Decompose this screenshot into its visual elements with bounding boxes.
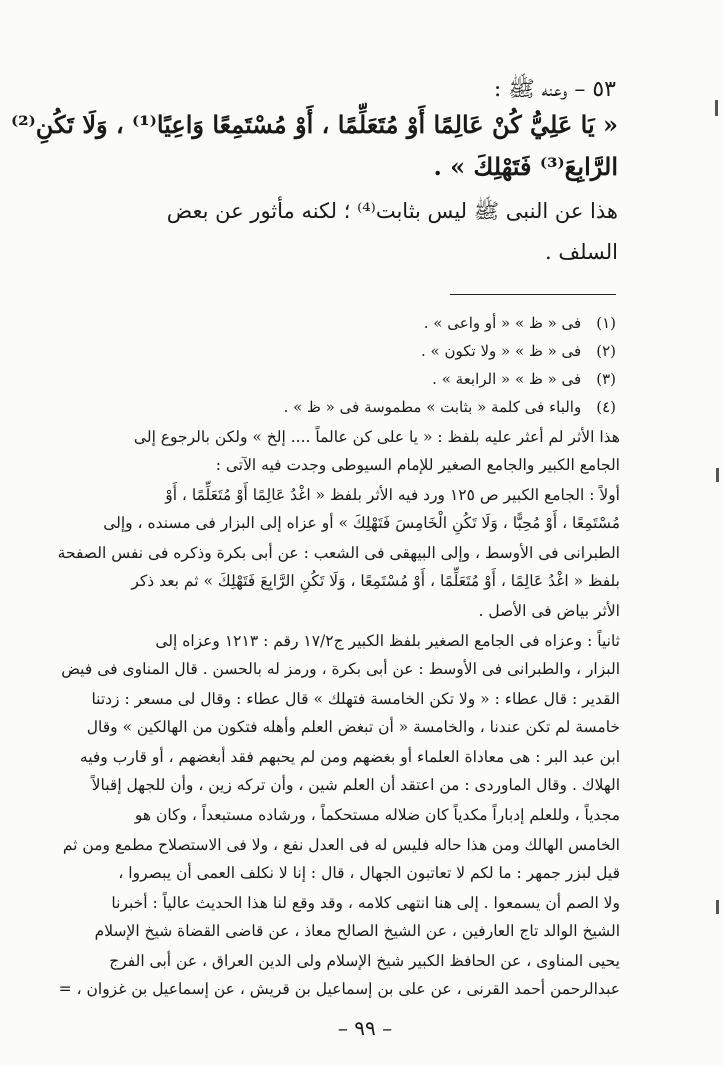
footnote-text: والباء فى كلمة « بثابت » مطموسة فى « ظ » . (283, 398, 582, 416)
footnote-1 (424, 314, 616, 332)
note-line: الخامس الهالك ومن هذا حاله فليس له فى العدل نفع ، ولا فى الاستصلاح مطمع ومن ثم (62, 836, 620, 854)
note-line: الشيخ الوالد تاج العارفين ، عن الشيخ الصالح معاذ ، عن قاضى القضاة شيخ الإسلام (94, 922, 620, 940)
footnote-separator (450, 294, 616, 295)
scan-artifact (715, 100, 718, 116)
footnote-number: (٣) (596, 370, 616, 388)
hadith-text-line-2: الرَّابِعَ⁽³⁾ فَتَهْلِكَ » . (433, 152, 618, 181)
note-line: قيل لبزر جمهر : ما لكم لا تعاتبون الجهال ، قال : إنا لا نكلف العمى أن يبصروا ، (118, 864, 620, 882)
note-line: بلفظ « اغْدُ عَالِمًا ، أَوْ مُتَعَلِّمًا ، أَوْ مُسْتَمِعًا ، وَلَا تَكُنِ الرَّابِعَ فَتَهْلِكَ » ثم بعد ذكر (131, 572, 620, 590)
hadith-text-line-1: « يَا عَلِيُّ كُنْ عَالِمًا أَوْ مُتَعَلِّمًا ، أَوْ مُسْتَمِعًا وَاعِيًا⁽¹⁾ ، وَلَا تَكُنِ⁽²⁾ (10, 110, 618, 139)
note-line: عبدالرحمن أحمد القرنى ، عن على بن إسماعيل بن قريش ، عن إسماعيل بن غزوان ، = (58, 980, 620, 998)
footnote-number: (٢) (596, 342, 616, 360)
hadith-intro: وعنه ﷺ : (493, 77, 568, 102)
note-line: القدير : قال عطاء : « ولا تكن الخامسة فتهلك » قال عطاء : وقال لى مسعر : زدتنا (91, 690, 620, 708)
footnote-text: فى « ظ » « أو واعى » . (423, 314, 582, 332)
footnote-number: (١) (596, 314, 616, 332)
comment-line-1: هذا عن النبى ﷺ ليس بثابت⁽⁴⁾ ؛ لكنه مأثور عن بعض (166, 199, 618, 223)
hadith-number: ٥٣ – (567, 77, 616, 102)
footnote-text: فى « ظ » « ولا تكون » . (421, 342, 582, 360)
note-line: هذا الأثر لم أعثر عليه بلفظ : « يا على كن عالماً .... إلخ » ولكن بالرجوع إلى (133, 428, 620, 446)
note-line: ثانياً : وعزاه فى الجامع الصغير بلفظ الكبير ج١٧/٢ رقم : ١٢١٣ وعزاه إلى (155, 632, 620, 650)
comment-line-2: السلف . (544, 240, 618, 264)
hadith-heading (494, 75, 616, 107)
footnote-text: فى « ظ » « الرابعة » . (432, 370, 582, 388)
scan-artifact (716, 468, 719, 482)
footnote-4 (284, 398, 616, 416)
note-line: ابن عبد البر : هى معاداة العلماء أو بغضهم ومن لم يحبهم فقد أبغضهم ، أو قارب وفيه (79, 748, 620, 766)
note-line: خامسة لم تكن عندنا ، والخامسة « أن تبغض العلم وأهله فتكون من الهالكين » وقال (86, 718, 620, 736)
note-line: الجامع الكبير والجامع الصغير للإمام السيوطى وجدت فيه الآتى : (215, 456, 620, 474)
footnote-2 (421, 342, 616, 360)
note-line: الأثر بياض فى الأصل . (478, 602, 620, 620)
note-line: ولا الصم أن يسمعوا . إلى هنا انتهى كلامه ، وقد وقع لنا هذا الحديث عالياً : أخبرنا (111, 894, 620, 912)
note-line: أولاً : الجامع الكبير ص ١٢٥ ورد فيه الأثر بلفظ « اغْدُ عَالِمًا أَوْ مُتَعَلِّمًا ، أَوْ (165, 486, 620, 504)
scan-artifact (716, 900, 719, 914)
note-line: مجدياً ، وللعلم إدباراً مكدياً كان ضلاله مستحكماً ، ورشاده مستبعداً ، وكان هو (134, 806, 620, 824)
page-number: – ٩٩ – (337, 1016, 393, 1040)
note-line: يحيى المناوى ، عن الحافظ الكبير شيخ الإسلام ولى الدين العراق ، عن أبى الفرج (109, 952, 620, 970)
note-line: مُسْتَمِعًا ، أَوْ مُحِبًّا ، وَلَا تَكُنِ الْخَامِسَ فَتَهْلِكَ » أو عزاه إلى البزار فى مسنده ، وإلى (103, 514, 620, 532)
note-line: الهلاك . وقال الماوردى : من اعتقد أن العلم شين ، وأن تركه زين ، وأن للجهل إقبالاً (91, 776, 620, 794)
note-line: الطبرانى فى الأوسط ، وإلى البيهقى فى الشعب : عن أبى بكرة وذكره فى نفس الصفحة (57, 544, 620, 562)
footnote-number: (٤) (596, 398, 616, 416)
note-line: البزار ، والطبرانى فى الأوسط : عن أبى بكرة ، ورمز له بالحسن . قال المناوى فى فيض (61, 660, 620, 678)
footnote-3 (432, 370, 616, 388)
